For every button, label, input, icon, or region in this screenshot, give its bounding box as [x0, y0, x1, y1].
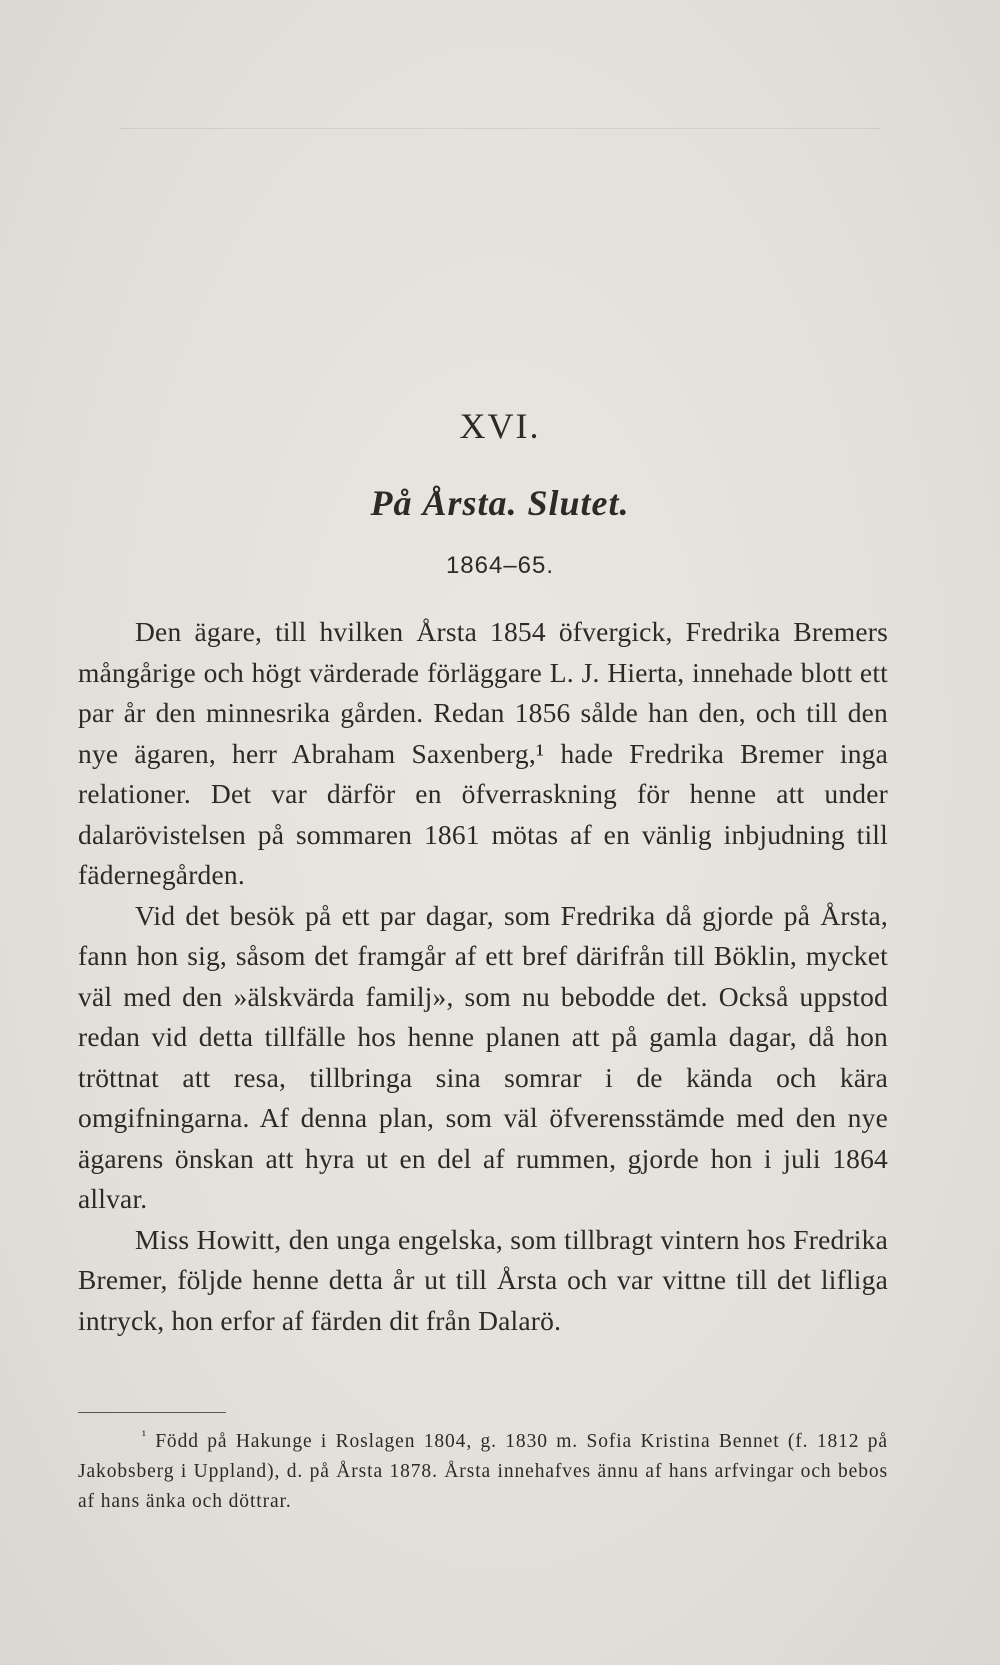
footnote-mark: ¹ [142, 1427, 147, 1443]
chapter-title: På Årsta. Slutet. [370, 483, 630, 523]
paragraph-3: Miss Howitt, den unga engelska, som tillbragt vintern hos Fredrika Bremer, följde henne detta år ut till Årsta och var vittne till det lifliga intryck, hon erfor af färden dit från Dalarö. [78, 1223, 888, 1336]
footnote-divider [78, 1412, 226, 1413]
paragraph-1: Den ägare, till hvilken Årsta 1854 öfvergick, Fredrika Bremers mångårige och högt värderade förläggare L. J. Hierta, innehade blott ett par år den minnesrika gården. Redan 1856 sålde han den, och till den nye ägaren, herr Abraham Saxenberg,¹ hade Fredrika Bremer inga relationer. Det var därför en öfverraskning för henne att under dalarövistelsen på sommaren 1861 mötas af en vänlig inbjudning till fädernegården. [78, 616, 888, 890]
footnote-text: Född på Hakunge i Roslagen 1804, g. 1830 m. Sofia Kristina Bennet (f. 1812 på Jakobsberg i Uppland), d. på Årsta 1878. Årsta innehafves ännu af hans arfvingar och bebos af hans änka och döttrar. [78, 1431, 888, 1512]
paragraph-2: Vid det besök på ett par dagar, som Fredrika då gjorde på Årsta, fann hon sig, såsom det framgår af ett bref därifrån till Böklin, mycket väl med den »älskvärda familj», som nu bebodde det. Också uppstod redan vid detta tillfälle hos henne planen att på gamla dagar, då hon tröttnat att resa, tillbringa sina somrar i de kända och kära omgifningarna. Af denna plan, som väl öfverensstämde med den nye ägarens önskan att hyra ut en del af rummen, gjorde hon i juli 1864 allvar. [78, 899, 888, 1214]
body-text [78, 612, 888, 1341]
chapter-number: XVI. [459, 406, 541, 446]
bleed-through-rule [120, 128, 880, 129]
footnote [78, 1427, 888, 1517]
chapter-years: 1864–65. [445, 552, 555, 579]
